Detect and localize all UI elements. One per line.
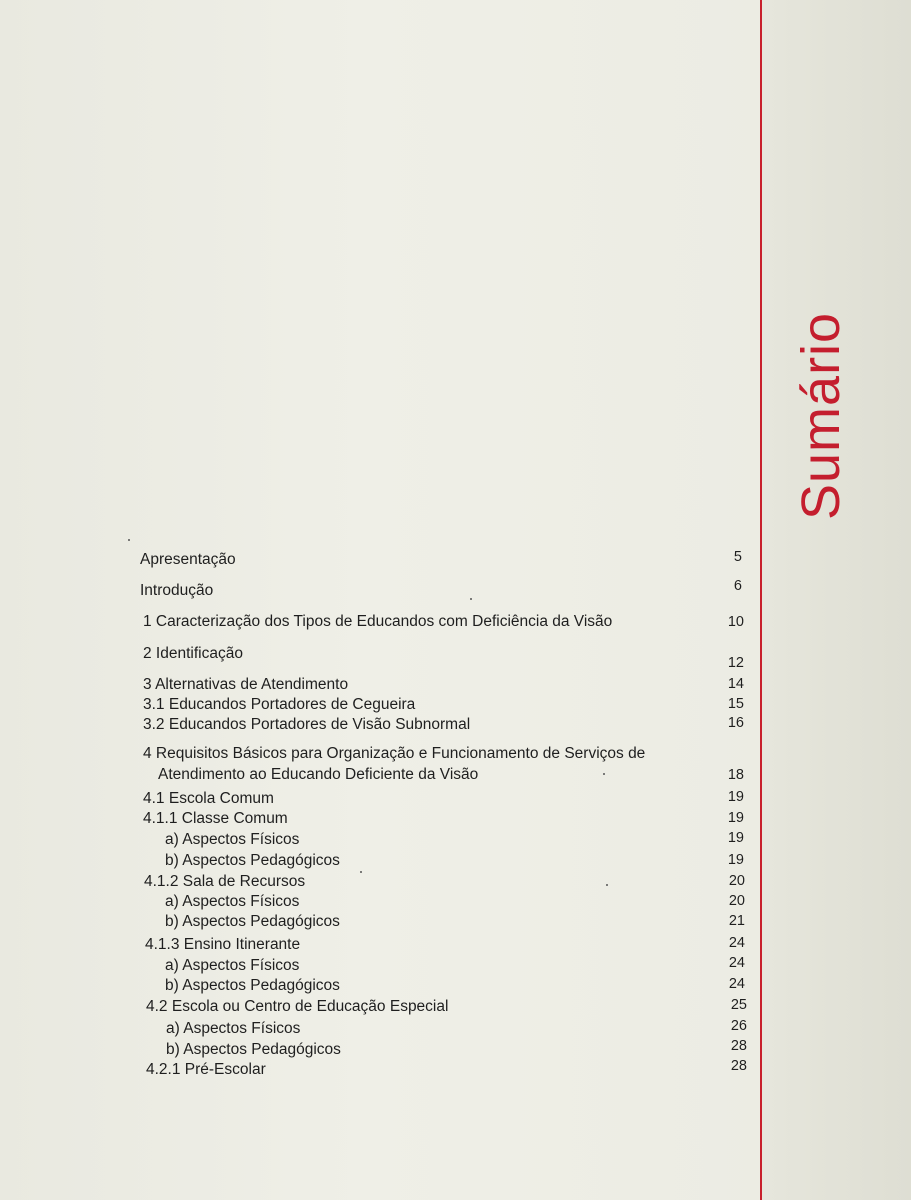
toc-entry-label: 3.1 Educandos Portadores de Cegueira [143,696,416,713]
toc-entry-page: 19 [727,810,744,826]
toc-entry-page: 14 [727,676,744,692]
toc-entry-page: 12 [727,655,744,671]
toc-entry-page: 16 [727,715,744,731]
toc-entry-label: 4.2 Escola ou Centro de Educação Especial [146,998,449,1015]
toc-entry-label: Atendimento ao Educando Deficiente da Visão [158,766,479,783]
toc-entry-label: a) Aspectos Físicos [165,831,300,848]
toc-entry-page: 19 [727,830,744,846]
toc-entry-label: a) Aspectos Físicos [165,893,300,910]
toc-entry-label: Apresentação [140,551,236,568]
toc-entry-label: 4.1 Escola Comum [143,790,274,807]
paper-speck [603,773,605,775]
toc-entry-page: 5 [733,549,742,565]
toc-entry-page: 28 [730,1038,747,1054]
sidebar-title: Sumário [791,311,851,520]
paper-speck [470,598,472,600]
toc-entry-label: 4.1.3 Ensino Itinerante [145,936,301,953]
toc-entry-label: b) Aspectos Pedagógicos [165,852,340,869]
toc-entry-page: 26 [730,1018,747,1034]
toc-entry-page: 28 [730,1058,747,1074]
paper-speck [128,539,130,541]
toc-entry-page: 18 [727,767,744,783]
toc-entry-label: 4.1.1 Classe Comum [143,810,288,827]
toc-entry-label: a) Aspectos Físicos [165,957,300,974]
toc-entry-page: 19 [727,789,744,805]
red-margin-line [760,0,762,1200]
toc-entry-label: 3.2 Educandos Portadores de Visão Subnormal [143,716,471,733]
toc-entry-page: 21 [728,913,745,929]
toc-entry-page: 24 [728,935,745,951]
toc-entry-label: 4.2.1 Pré-Escolar [146,1061,266,1078]
toc-entry-page: 15 [727,696,744,712]
toc-entry-page: 19 [727,852,744,868]
toc-entry-label: 1 Caracterização dos Tipos de Educandos com Deficiência da Visão [143,613,613,630]
toc-entry-page: 6 [733,578,742,594]
right-margin-strip [762,0,911,1200]
toc-entry-label: a) Aspectos Físicos [166,1020,301,1037]
toc-entry-label: 4.1.2 Sala de Recursos [144,873,306,890]
toc-entry-page: 20 [728,893,745,909]
toc-entry-page: 25 [730,997,747,1013]
toc-entry-label: 2 Identificação [143,645,243,662]
toc-entry-label: b) Aspectos Pedagógicos [166,1041,341,1058]
toc-entry-page: 20 [728,873,745,889]
toc-entry-page: 10 [727,614,744,630]
toc-entry-label: 4 Requisitos Básicos para Organização e Funcionamento de Serviços de [143,745,646,762]
toc-entry-label: b) Aspectos Pedagógicos [165,913,340,930]
paper-speck [360,871,362,873]
paper-speck [606,884,608,886]
toc-entry-page: 24 [728,976,745,992]
toc-entry-label: b) Aspectos Pedagógicos [165,977,340,994]
toc-entry-page: 24 [728,955,745,971]
toc-entry-label: 3 Alternativas de Atendimento [143,676,349,693]
toc-entry-label: Introdução [140,582,214,599]
